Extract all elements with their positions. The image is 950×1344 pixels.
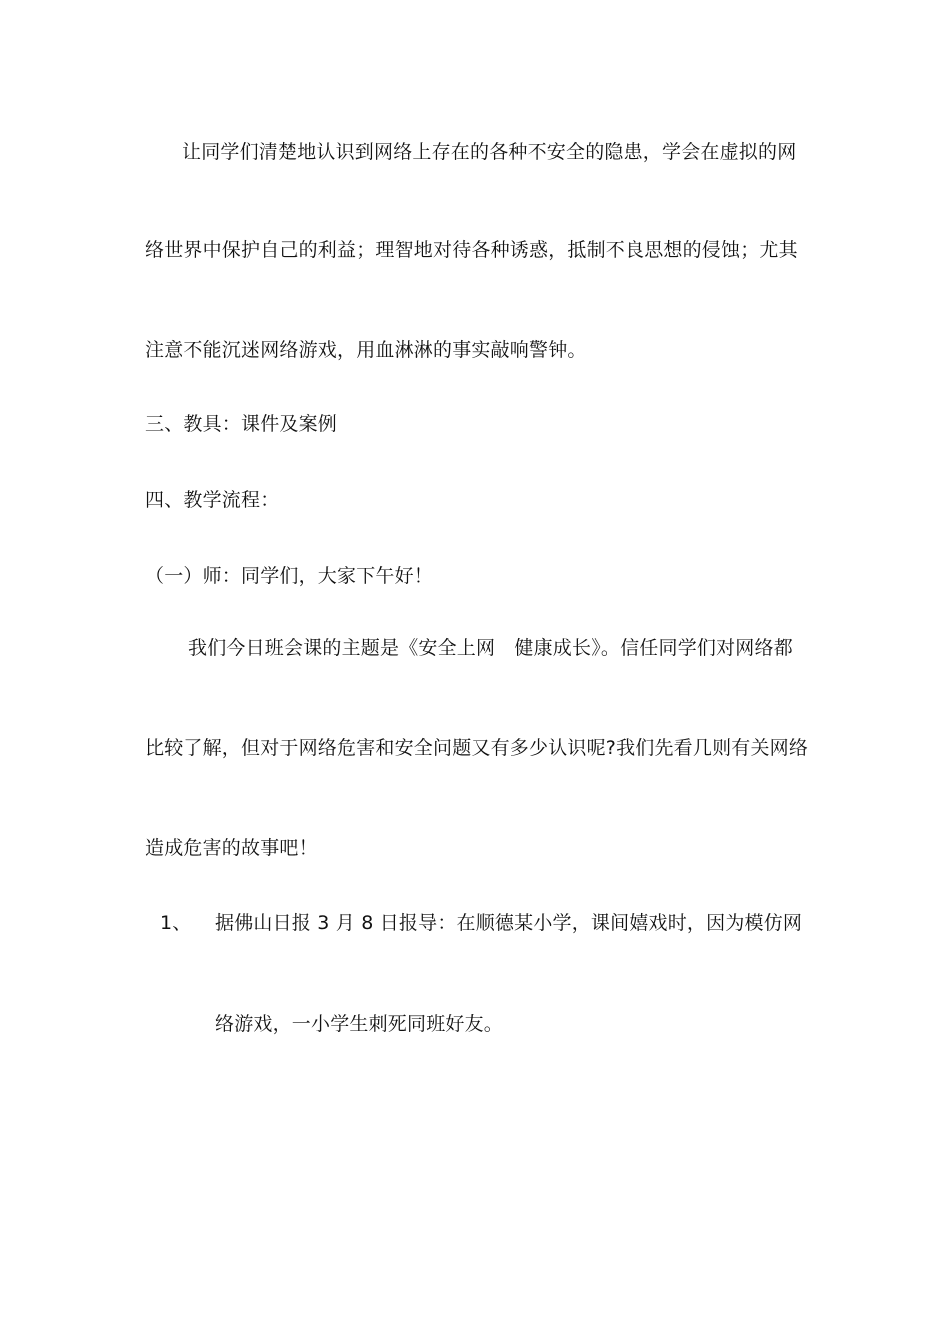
list-item-1	[160, 911, 802, 935]
list-item-1-continuation: 络游戏，一小学生刺死同班好友。	[215, 1013, 504, 1035]
paragraph-theme-line-2: 比较了解，但对于网络危害和安全问题又有多少认识呢?我们先看几则有关网络	[145, 737, 809, 759]
paragraph-theme-line-1: 我们今日班会课的主题是《安全上网 健康成长》。信任同学们对网络都	[188, 637, 793, 659]
subsection-teacher-greeting: （一）师：同学们，大家下午好！	[145, 565, 434, 587]
section-heading-teaching-aids: 三、教具：课件及案例	[145, 413, 338, 435]
paragraph-goal-line-3: 注意不能沉迷网络游戏，用血淋淋的事实敲响警钟。	[145, 339, 587, 361]
section-heading-teaching-process: 四、教学流程：	[145, 489, 280, 511]
paragraph-theme-line-3: 造成危害的故事吧！	[145, 837, 318, 859]
list-item-number: 1、	[160, 912, 192, 934]
paragraph-goal-line-1: 让同学们清楚地认识到网络上存在的各种不安全的隐患，学会在虚拟的网	[182, 141, 797, 163]
list-item-text: 据佛山日报 3 月 8 日报导：在顺德某小学，课间嬉戏时，因为模仿网	[215, 912, 803, 934]
paragraph-goal-line-2: 络世界中保护自己的利益；理智地对待各种诱惑，抵制不良思想的侵蚀；尤其	[145, 239, 798, 261]
